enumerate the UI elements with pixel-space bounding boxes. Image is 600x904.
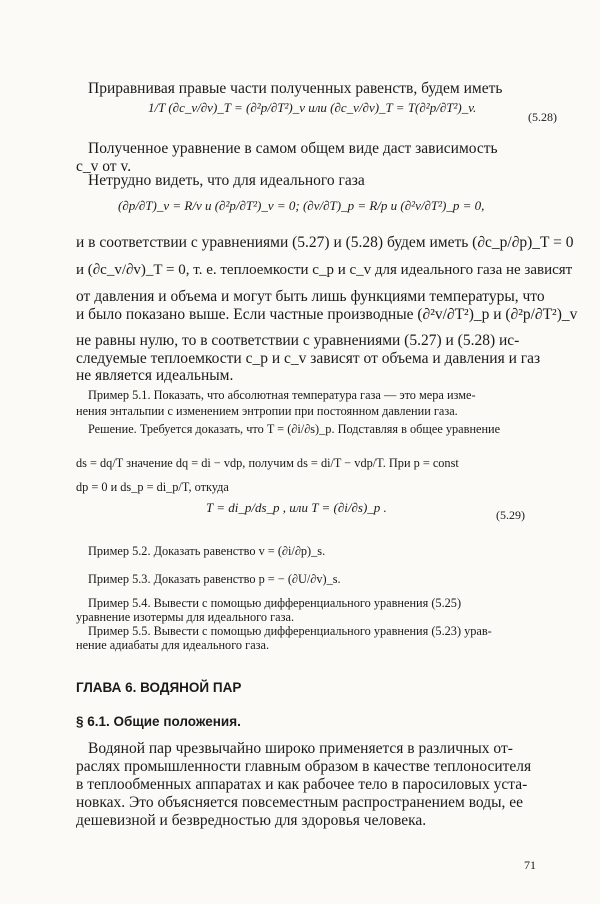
text-line: Нетрудно видеть, что для идеального газа [88,172,365,189]
text-line: T = di_p/ds_p , или T = (∂i/∂s)_p . [206,500,387,515]
text-line: (5.29) [496,508,525,522]
text-line: dp = 0 и ds_p = di_p/T, откуда [76,480,229,494]
text-line: раслях промышленности главным образом в качестве теплоносителя [76,758,532,775]
text-line: Решение. Требуется доказать, что T = (∂i/∂s)_p. Подставляя в общее уравнение [88,422,501,436]
text-line: следуемые теплоемкости c_p и c_v зависят от объема и давления и газ [76,350,541,367]
text-line: уравнение изотермы для идеального газа. [76,610,295,624]
text-line: Пример 5.3. Доказать равенство p = − (∂U/∂v)_s. [88,572,341,586]
text-line: § 6.1. Общие положения. [76,714,241,729]
text-line: ds = dq/T значение dq = di − vdp, получим ds = di/T − vdp/T. При p = const [76,456,459,470]
text-line: и (∂c_v/∂v)_T = 0, т. е. теплоемкости c_p и c_v для идеального газа не зависят [76,262,573,278]
text-line: (5.28) [528,110,557,124]
text-line: Пример 5.5. Вывести с помощью дифференциального уравнения (5.23) урав- [88,624,492,638]
text-line: не равны нулю, то в соответствии с уравнениями (5.27) и (5.28) ис- [76,332,520,349]
text-line: Пример 5.2. Доказать равенство v = (∂i/∂p)_s. [88,544,326,558]
text-line: от давления и объема и могут быть лишь функциями температуры, что [76,288,545,305]
text-line: (∂p/∂T)_v = R/v и (∂²p/∂T²)_v = 0; (∂v/∂T)_p = R/p и (∂²v/∂T²)_p = 0, [118,198,485,213]
text-line: Водяной пар чрезвычайно широко применяется в различных от- [88,740,513,757]
text-line: Пример 5.1. Показать, что абсолютная температура газа — это мера изме- [88,388,476,402]
text-line: Полученное уравнение в самом общем виде даст зависимость [88,140,498,157]
text-line: ГЛАВА 6. ВОДЯНОЙ ПАР [76,680,242,695]
text-line: не является идеальным. [76,367,234,384]
text-line: c_v от v. [76,158,132,175]
text-line: 1/T (∂c_v/∂v)_T = (∂²p/∂T²)_v или (∂c_v/∂v)_T = T(∂²p/∂T²)_v. [148,100,477,115]
text-line: нения энтальпии с изменением энтропии при постоянном давлении газа. [76,404,458,418]
text-line: дешевизной и безвредностью для здоровья человека. [76,812,427,829]
text-line: в теплообменных аппаратах и как рабочее тело в паросиловых уста- [76,776,528,793]
text-line: Пример 5.4. Вывести с помощью дифференциального уравнения (5.25) [88,596,462,610]
text-line: новках. Это объясняется повсеместным распространением воды, ее [76,794,524,811]
text-line: 71 [524,858,536,872]
text-line: Приравнивая правые части полученных равенств, будем иметь [88,80,503,97]
text-line: и было показано выше. Если частные производные (∂²v/∂T²)_p и (∂²p/∂T²)_v [76,306,578,323]
text-line: и в соответствии с уравнениями (5.27) и (5.28) будем иметь (∂c_p/∂p)_T = 0 [76,234,574,251]
text-line: нение адиабаты для идеального газа. [76,638,270,652]
